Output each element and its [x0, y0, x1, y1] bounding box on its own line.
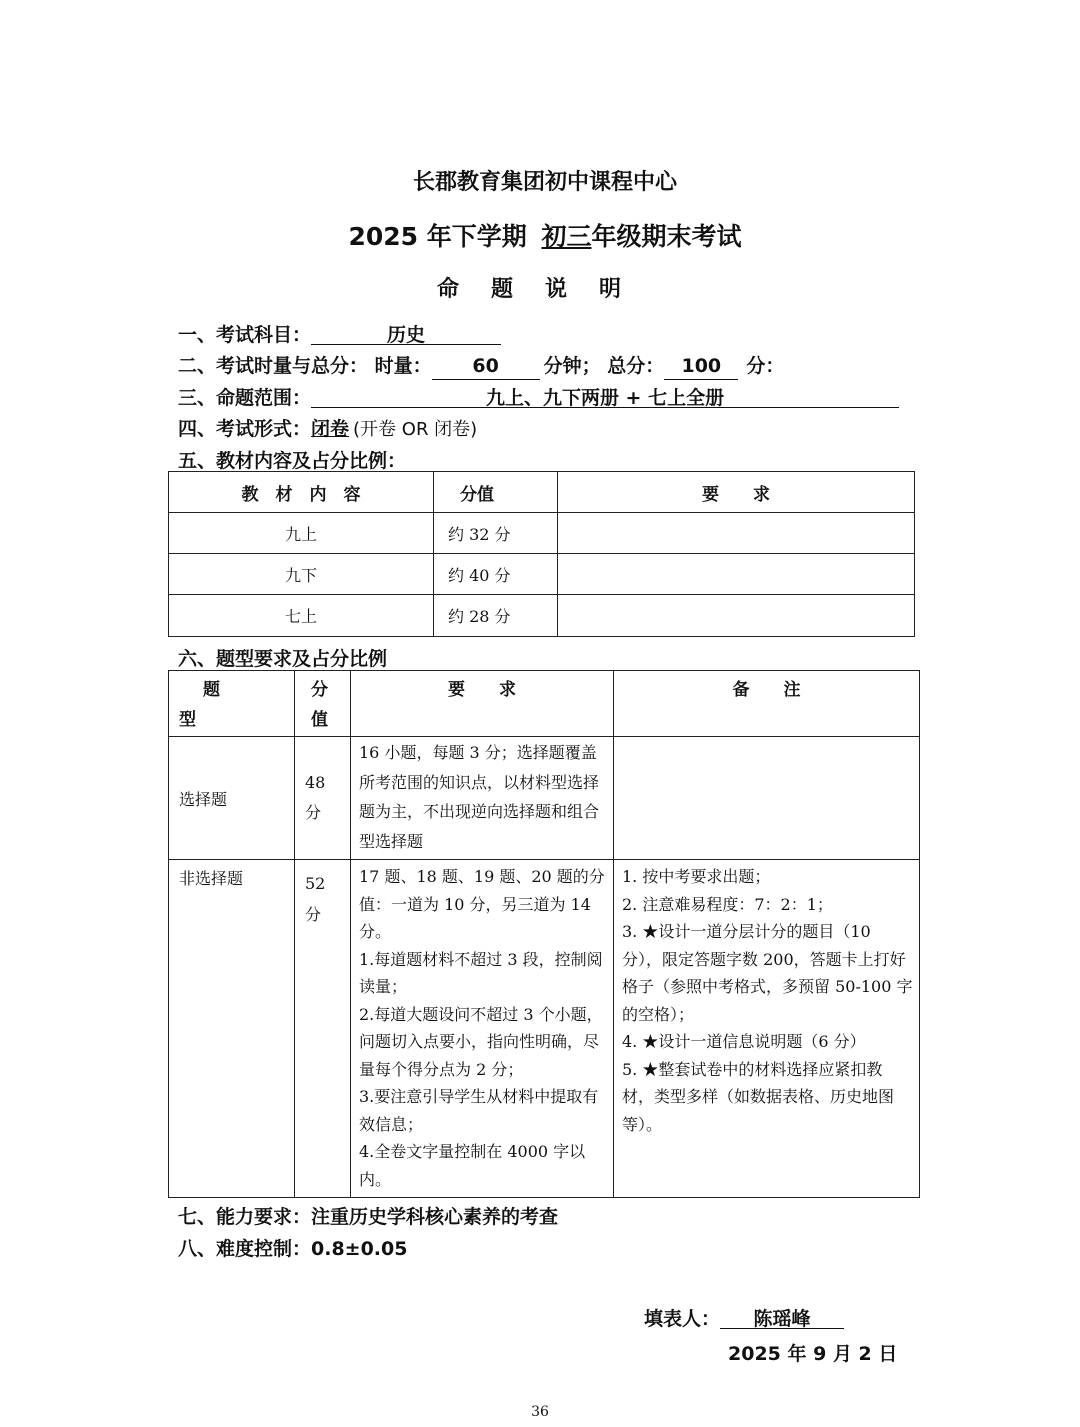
row-requirement — [558, 595, 915, 637]
row-score-line1: 48 — [305, 773, 326, 792]
section-subject — [178, 320, 501, 347]
exam-title-prefix: 2025 年下学期 — [348, 222, 527, 251]
note-item: 3. ★设计一道分层计分的题目（10 分），限定答题字数 200，答题卡上打好格子（参照中考格式，多预留 50-100 字的空格）； — [622, 922, 913, 1024]
table-row — [169, 513, 915, 554]
row-requirement — [558, 513, 915, 554]
row-score-line1: 52 — [305, 874, 326, 893]
subject-value: 历史 — [311, 320, 501, 345]
row-score: 约 40 分 — [434, 554, 558, 595]
row-content: 九下 — [169, 554, 434, 595]
question-type-table — [168, 670, 920, 1198]
section-time-score — [178, 351, 784, 380]
content-ratio-table — [168, 471, 915, 637]
time-label: 时量： — [374, 355, 432, 377]
filler-label: 填表人： — [644, 1308, 721, 1330]
note-item: 5. ★整套试卷中的材料选择应紧扣教材，类型多样（如数据表格、历史地图等）。 — [622, 1059, 895, 1134]
row-score: 约 28 分 — [434, 595, 558, 637]
section-difficulty: 八、难度控制：0.8±0.05 — [178, 1238, 408, 1260]
row-score — [295, 860, 351, 1198]
table-row — [169, 595, 915, 637]
note-item: 4. ★设计一道信息说明题（6 分） — [622, 1032, 866, 1051]
table-row — [169, 737, 920, 860]
fill-date: 2025 年 9 月 2 日 — [728, 1343, 898, 1365]
score-value: 100 — [664, 355, 738, 380]
header-score-line2: 值 — [311, 710, 328, 730]
scope-value: 九上、九下两册 + 七上全册 — [311, 383, 899, 408]
time-value: 60 — [432, 355, 540, 380]
row-requirement: 16 小题，每题 3 分；选择题覆盖所考范围的知识点，以材料型选择题为主，不出现逆向选择题和组合型选择题 — [351, 737, 614, 860]
score-unit: 分： — [746, 355, 785, 377]
exam-title — [0, 217, 1080, 253]
table-row — [169, 554, 915, 595]
section-format-label: 四、考试形式： — [178, 418, 312, 440]
note-item: 2. 注意难易程度：7：2：1； — [622, 894, 833, 914]
org-title: 长郡教育集团初中课程中心 — [412, 170, 677, 195]
time-unit: 分钟； — [543, 355, 601, 377]
row-score: 约 32 分 — [434, 513, 558, 554]
exam-grade: 初三 — [541, 222, 592, 251]
section-format — [178, 414, 477, 441]
row-note — [614, 860, 920, 1198]
requirement-item: 1.每道题材料不超过 3 段，控制阅读量； — [359, 949, 603, 996]
row-content: 七上 — [169, 595, 434, 637]
exam-title-suffix: 年级期末考试 — [591, 222, 742, 251]
score-label: 总分： — [607, 355, 665, 377]
table-row — [169, 860, 920, 1198]
section-question-types: 六、题型要求及占分比例 — [178, 648, 388, 670]
requirement-item: 2.每道大题设问不超过 3 个小题，问题切入点要小，指向性明确，尽量每个得分点为 2 分； — [359, 1004, 603, 1079]
requirement-item: 17 题、18 题、19 题、20 题的分值：一道为 10 分，另三道为 14 分。 — [359, 867, 605, 941]
row-type: 非选择题 — [169, 860, 295, 1198]
header-type-line2: 型 — [179, 710, 196, 730]
section-time-score-label: 二、考试时量与总分： — [178, 355, 369, 377]
header-note: 备 注 — [614, 671, 920, 737]
filler-name: 陈瑶峰 — [720, 1304, 844, 1329]
row-content: 九上 — [169, 513, 434, 554]
section-subject-label: 一、考试科目： — [178, 324, 312, 346]
requirement-item: 3.要注意引导学生从材料中提取有效信息； — [359, 1087, 599, 1134]
table-header-row — [169, 472, 915, 513]
header-score: 分值 — [434, 472, 558, 513]
row-note — [614, 737, 920, 860]
row-type: 选择题 — [169, 737, 295, 860]
header-content: 教 材 内 容 — [169, 472, 434, 513]
note-item: 1. 按中考要求出题； — [622, 867, 771, 886]
row-score-line2: 分 — [305, 905, 322, 924]
header-type-line1: 题 — [203, 680, 220, 700]
table-header-row — [169, 671, 920, 737]
section-content-ratio: 五、教材内容及占分比例： — [178, 450, 407, 472]
section-ability: 七、能力要求：注重历史学科核心素养的考查 — [178, 1206, 559, 1228]
format-hint: (开卷 OR 闭卷) — [353, 419, 478, 440]
requirement-item: 4.全卷文字量控制在 4000 字以内。 — [359, 1142, 586, 1189]
page-number: 36 — [531, 1404, 549, 1420]
row-score — [295, 737, 351, 860]
document-title: 命题说明 — [436, 277, 653, 302]
row-requirement — [351, 860, 614, 1198]
header-score-line1: 分 — [311, 680, 328, 700]
header-type — [169, 671, 295, 737]
header-requirement: 要 求 — [558, 472, 915, 513]
filler — [644, 1304, 844, 1331]
header-requirement: 要 求 — [351, 671, 614, 737]
row-requirement — [558, 554, 915, 595]
row-score-line2: 分 — [305, 803, 322, 822]
format-value: 闭卷 — [311, 418, 350, 440]
section-scope — [178, 383, 899, 410]
section-scope-label: 三、命题范围： — [178, 387, 312, 409]
header-score — [295, 671, 351, 737]
